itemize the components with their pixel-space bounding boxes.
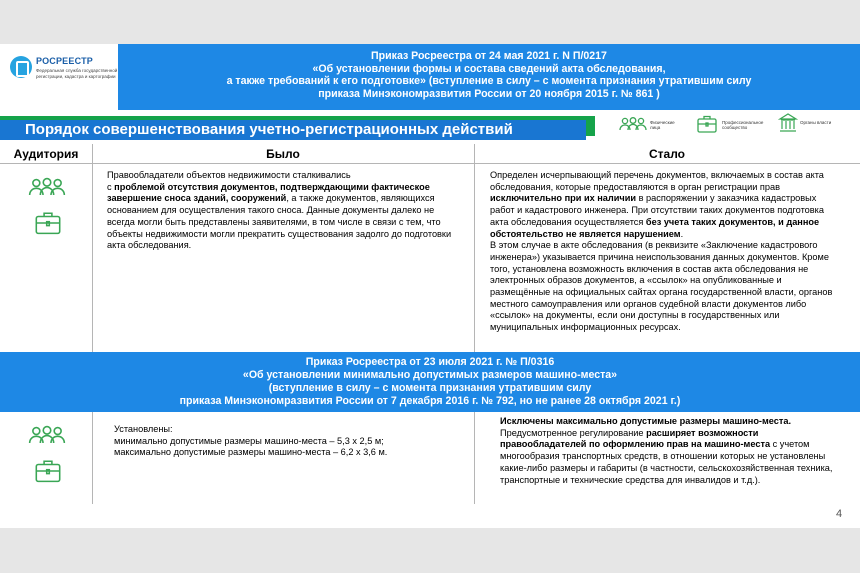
- block1-was-text: [107, 170, 459, 252]
- text-run-bold: Исключены максимально допустимые размеры машино-места.: [500, 416, 792, 426]
- text-run-bold: расширяет возможности правообладателей по оформлению прав на машино-места: [500, 427, 771, 450]
- slide-header: [0, 44, 860, 110]
- order-title-line: приказа Минэкономразвития России от 20 ноября 2015 г. № 861 ): [318, 87, 660, 100]
- rosreestr-logo-icon: [10, 56, 32, 78]
- divider: [92, 412, 93, 504]
- block1-became-text: [490, 170, 840, 334]
- column-header-was: Было: [266, 147, 300, 161]
- text-line: минимально допустимые размеры машино-места – 5,3 х 2,5 м;: [114, 435, 384, 446]
- text-run: .: [680, 228, 684, 239]
- text-run: , а также документов, являющихся основанием для осуществления такого сноса. Данные документы далеко не всегда могли быть представлены заявителями, в том числе в связи с тем, что объекты недвижимости могли прекратить существования задолго до подготовки акта обследования.: [107, 193, 452, 251]
- text-run: в распоряжении у заказчика кадастровых работ и кадастрового инженера. При отсутствии таких документов подготовка акта обследования осуществляется: [490, 193, 824, 227]
- slide: [0, 44, 860, 528]
- order-title-line: а также требований к его подготовке» (вступление в силу – с момента признания утратившим силу: [226, 75, 752, 87]
- legend-authorities: [778, 112, 848, 136]
- legend-authorities-label: Органы власти: [800, 120, 832, 125]
- section-title: Порядок совершенствования учетно-регистрационных действий: [0, 120, 586, 140]
- divider: [474, 144, 475, 352]
- briefcase-icon: [33, 210, 63, 236]
- text-line: Установлены:: [114, 424, 173, 434]
- column-header-became: Стало: [648, 147, 685, 161]
- text-run: с учетом многообразия транспортных средств, в отношении которых не установлены какие-либо размеры и габариты (в частности, сельскохозяйственная техника, транспортные и технические средства для инвалидов и т.д.).: [500, 439, 833, 485]
- block2-was-text: [114, 424, 464, 459]
- text-run-bold: исключительно при их наличии: [490, 193, 637, 204]
- logo-name: РОСРЕЕСТР: [36, 56, 93, 66]
- divider: [92, 144, 93, 352]
- page-number: 4: [836, 508, 843, 520]
- order-2-title-line: приказа Минэкономразвития России от 7 декабря 2016 г. № 792, но не ранее 28 октября 2021 г.): [179, 395, 681, 407]
- text-run: Определен исчерпывающий перечень документов, включаемых в состав акта обследования, которые предоставляются в орган регистрации прав: [490, 170, 824, 192]
- legend-professional: [696, 112, 776, 136]
- order-2-title-line: (вступление в силу – с момента признания утратившим силу: [268, 382, 592, 394]
- text-run-bold: без учета таких документов, и данное обстоятельство не является нарушением: [490, 216, 820, 239]
- text-run: с: [107, 181, 115, 192]
- text-run-bold: проблемой отсутствия документов, подтверждающими фактическое завершение сноса зданий, сооружений: [107, 181, 430, 204]
- order-2-title-box: [0, 352, 860, 412]
- people-icon: [27, 176, 67, 198]
- block2-became-text: [500, 416, 840, 486]
- people-icon: [27, 424, 67, 446]
- order-title-box: [118, 44, 860, 110]
- briefcase-icon: [696, 114, 718, 134]
- briefcase-icon: [33, 458, 63, 484]
- people-icon: [618, 116, 648, 132]
- divider: [474, 412, 475, 504]
- text-run: Предусмотренное регулирование: [500, 427, 647, 438]
- order-2-title-line: Приказ Росреестра от 23 июля 2021 г. № П/0316: [305, 356, 555, 368]
- text-run: В этом случае в акте обследования (в реквизите «Заключение кадастрового инженера») указывается причина неиспользования данных документов. Кроме того, установлена возможность включения в состав акта обследования не электронных образов документов, а «ссылок» на опубликованные и размещённые на официальных сайтах органа государственной власти, органов местного самоуправления или органов судебной власти документов либо «ссылок» на документы, если они доступны в государственных или муниципальных информационных ресурсах.: [490, 240, 833, 333]
- order-2-title-line: «Об установлении минимально допустимых размеров машино-места»: [242, 369, 618, 381]
- legend-individuals-label: Физические лица: [650, 120, 675, 130]
- order-title-line: «Об установлении формы и состава сведений акта обследования,: [312, 62, 666, 75]
- text-line: максимально допустимые размеры машино-места – 6,2 х 3,6 м.: [114, 447, 388, 458]
- order-title-line: Приказ Росреестра от 24 мая 2021 г. N П/0217: [371, 50, 607, 62]
- government-building-icon: [778, 112, 798, 134]
- legend-professional-label: Профессиональное сообщество: [722, 120, 764, 130]
- logo-subtitle: Федеральная служба государственной регистрации, кадастра и картографии: [36, 68, 118, 79]
- legend-individuals: [618, 112, 688, 136]
- rosreestr-logo: [10, 54, 120, 100]
- text-run: Правообладатели объектов недвижимости сталкивались: [107, 170, 351, 180]
- divider: [0, 163, 860, 164]
- column-header-audience: Аудитория: [13, 147, 79, 161]
